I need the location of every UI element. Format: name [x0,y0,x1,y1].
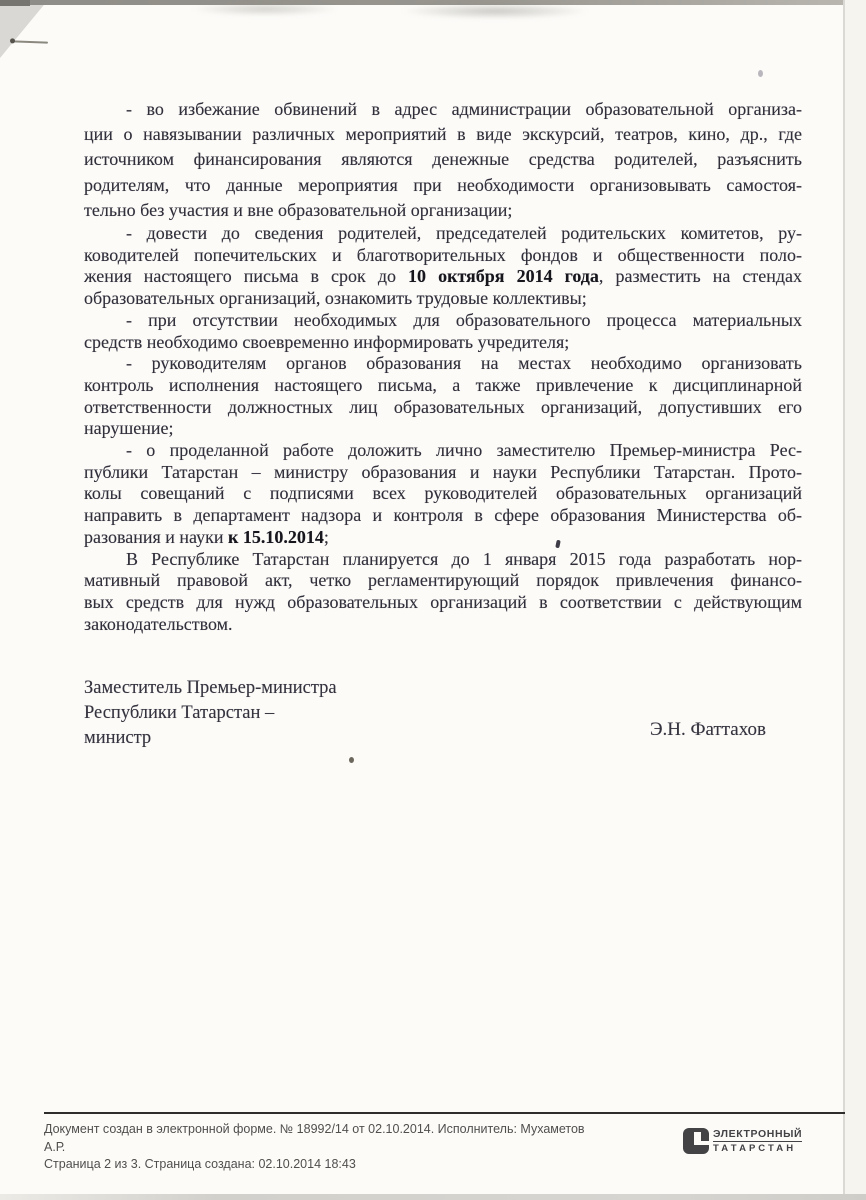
text-line: - при отсутствии необходимых для образовательного процесса материальных [126,309,802,330]
text-line: законодательством. [84,613,233,634]
text-line: ции о навязывании различных мероприятий в виде экскурсий, театров, кино, др., где [84,124,802,145]
text-line: - руководителям органов образования на местах необходимо организовать [126,353,802,374]
paragraph [84,223,802,310]
paragraph [84,353,802,440]
signature-title-line: министр [84,728,152,748]
text-line: направить в департамент надзора и контроля в сфере образования Министерства об- [84,505,802,526]
signature-block [84,676,337,751]
text-line: публики Татарстан – министру образования и науки Республики Татарстан. Прото- [84,461,802,482]
text-line: - во избежание обвинений в адрес администрации образовательной организа- [126,99,802,119]
footer-line-document-info: Документ создан в электронной форме. № 18992/14 от 02.10.2014. Исполнитель: Мухаметов А.Р. [44,1122,585,1154]
scan-smudge [190,2,340,16]
text-line: колы совещаний с подписями всех руководителей образовательных организаций [84,483,802,504]
paragraph [84,440,802,549]
logo-line-tatarstan: ТАТАРСТАН [713,1143,797,1154]
text-line: ответственности должностных лиц образовательных организаций, допустивших его [84,396,802,417]
paragraph [84,549,802,636]
electronic-tatarstan-logo-text [713,1128,802,1154]
paragraph [84,97,802,223]
text-line: - довести до сведения родителей, председателей родительских комитетов, ру- [126,223,802,244]
electronic-tatarstan-logo-icon [683,1128,709,1154]
electronic-tatarstan-logo [683,1128,802,1154]
scan-corner-shadow [0,0,48,58]
text-line: образовательных организаций, ознакомить трудовые коллективы; [84,288,587,309]
text-line: ководителей попечительских и благотворительных фондов и общественности поло- [84,244,802,265]
signer-name: Э.Н. Фаттахов [650,719,766,740]
text-line: нарушение; [84,418,174,439]
scan-right-band [845,0,866,1200]
scan-right-edge [843,0,845,1200]
footer-divider [44,1112,845,1114]
text-line: источником финансирования являются денежные средства родителей, разъяснить [84,149,802,170]
text-line: жения настоящего письма в срок до 10 октября 2014 года, разместить на стендах [84,266,803,287]
letter-body [84,97,802,635]
text-line: родителям, что данные мероприятия при необходимости организовывать самостоя- [84,174,802,195]
text-line: средств необходимо своевременно информировать учредителя; [84,331,570,352]
scan-corner-dark-edge [0,0,30,6]
paragraph [84,310,802,353]
text-line: контроль исполнения настоящего письма, а также привлечение к дисциплинарной [84,374,802,395]
scan-speck [349,757,354,763]
text-line: вых средств для нужд образовательных организаций в соответствии с действующим [84,591,802,612]
text-line: тельно без участия и вне образовательной организации; [84,199,513,220]
text-line: - о проделанной работе доложить лично заместителю Премьер-министра Рес- [126,440,802,461]
scan-bottom-edge [0,1194,866,1200]
signature-title-line: Заместитель Премьер-министра [84,678,337,698]
logo-line-electronic: ЭЛЕКТРОННЫЙ [713,1128,803,1140]
scan-smudge [400,3,590,19]
footer-line-page-info: Страница 2 из 3. Страница создана: 02.10.2014 18:43 [44,1157,356,1171]
text-line: В Республике Татарстан планируется до 1 января 2015 года разработать нор- [126,548,802,569]
text-line: разования и науки к 15.10.2014; [84,526,329,547]
signature-title-line: Республики Татарстан – [84,703,275,723]
scan-speck [758,70,763,77]
text-line: мативный правовой акт, четко регламентирующий порядок привлечения финансо- [84,570,802,591]
footer-metadata [44,1121,604,1174]
